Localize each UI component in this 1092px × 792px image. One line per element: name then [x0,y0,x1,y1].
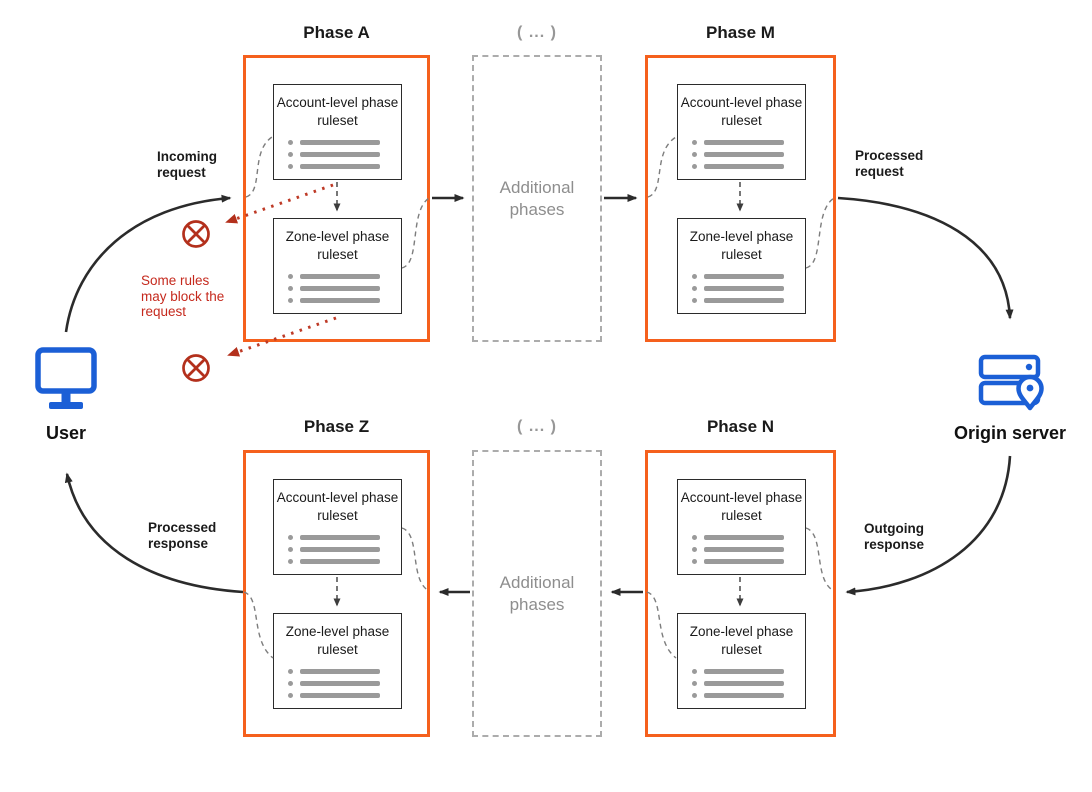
rule-bar [300,693,380,698]
processed-request-label: Processed request [855,148,924,179]
bullet-dot [692,140,697,145]
rule-bar [300,164,380,169]
card-title: Account-level phase ruleset [276,490,399,523]
rule-bar [300,298,380,303]
incoming-request-label: Incoming request [157,149,217,180]
bullet-dot [692,559,697,564]
server-location-icon [981,357,1042,408]
block-note: Some rules may block the request [141,273,225,319]
phase-m-title: Phase M [706,23,775,42]
bullet-dot [288,547,293,552]
ruleset-lines [288,140,401,169]
card-title: Account-level phase ruleset [680,95,803,128]
phase-a-title: Phase A [303,23,370,42]
ruleset-line [288,152,401,157]
ruleset-line [692,535,805,540]
outgoing-response-label: Outgoing response [864,521,925,552]
ruleset-line [692,140,805,145]
bullet-dot [692,164,697,169]
circle-x-icon [184,222,209,247]
rule-bar [300,547,380,552]
rule-bar [704,547,784,552]
bullet-dot [692,274,697,279]
rule-bar [300,535,380,540]
ruleset-line [288,140,401,145]
ruleset-line [288,274,401,279]
rule-bar [704,164,784,169]
ruleset-line [692,559,805,564]
ruleset-line [692,547,805,552]
zone-ruleset-card [273,218,402,314]
ruleset-line [288,535,401,540]
ruleset-line [288,164,401,169]
ruleset-line [288,547,401,552]
ruleset-line [692,681,805,686]
processed-response-label: Processed response [148,520,217,551]
monitor-icon [38,350,94,409]
rule-bar [704,535,784,540]
bullet-dot [288,274,293,279]
origin-server-label: Origin server [953,423,1067,443]
bullet-dot [288,152,293,157]
ruleset-lines [288,669,401,698]
bullet-dot [692,298,697,303]
bullet-dot [692,681,697,686]
card-title: Zone-level phase ruleset [285,229,390,262]
bullet-dot [288,681,293,686]
phase-m-box [645,55,836,342]
account-ruleset-card [677,84,806,180]
rule-bar [704,693,784,698]
bullet-dot [288,140,293,145]
ruleset-line [692,693,805,698]
ruleset-lines [288,535,401,564]
rule-bar [300,140,380,145]
bullet-dot [692,152,697,157]
circle-x-icon [184,356,209,381]
rule-bar [300,274,380,279]
ruleset-line [288,693,401,698]
phase-z-title: Phase Z [303,417,370,436]
ruleset-line [692,274,805,279]
phase-n-title: Phase N [706,417,775,436]
additional-phases-top-box [472,55,602,342]
ellipsis-bottom: ( ... ) [517,418,557,435]
additional-phases-label: Additional phases [499,572,575,614]
bullet-dot [288,669,293,674]
bullet-dot [692,286,697,291]
account-ruleset-card [273,84,402,180]
ruleset-lines [692,535,805,564]
phase-n-box [645,450,836,737]
rule-bar [704,286,784,291]
ruleset-line [692,298,805,303]
card-title: Zone-level phase ruleset [689,624,794,657]
rule-bar [704,152,784,157]
account-ruleset-card [273,479,402,575]
ruleset-line [288,681,401,686]
rule-bar [300,559,380,564]
account-ruleset-card [677,479,806,575]
bullet-dot [692,535,697,540]
zone-ruleset-card [677,218,806,314]
zone-ruleset-card [677,613,806,709]
ruleset-lines [692,274,805,303]
card-title: Account-level phase ruleset [680,490,803,523]
card-title: Zone-level phase ruleset [285,624,390,657]
ruleset-lines [692,140,805,169]
ruleset-line [692,286,805,291]
card-title: Account-level phase ruleset [276,95,399,128]
ruleset-line [288,669,401,674]
ruleset-line [692,164,805,169]
bullet-dot [692,693,697,698]
phase-z-box [243,450,430,737]
rule-bar [300,669,380,674]
rule-bar [300,286,380,291]
ruleset-lines [692,669,805,698]
bullet-dot [692,669,697,674]
bullet-dot [288,559,293,564]
rule-bar [704,298,784,303]
bullet-dot [288,298,293,303]
bullet-dot [288,164,293,169]
additional-phases-label: Additional phases [499,177,575,219]
additional-phases-bottom-box [472,450,602,737]
user-label: User [45,423,87,443]
rule-bar [704,559,784,564]
arrow-phase-m-to-origin [838,198,1010,318]
ruleset-lines [288,274,401,303]
ruleset-line [288,286,401,291]
card-title: Zone-level phase ruleset [689,229,794,262]
rule-bar [704,669,784,674]
rule-bar [704,681,784,686]
bullet-dot [288,286,293,291]
ruleset-line [692,669,805,674]
ellipsis-top: ( ... ) [517,24,557,41]
bullet-dot [288,693,293,698]
zone-ruleset-card [273,613,402,709]
rule-bar [704,140,784,145]
rule-bar [300,152,380,157]
ruleset-line [692,152,805,157]
ruleset-line [288,298,401,303]
rule-bar [300,681,380,686]
bullet-dot [692,547,697,552]
rule-bar [704,274,784,279]
phase-a-box [243,55,430,342]
bullet-dot [288,535,293,540]
ruleset-line [288,559,401,564]
